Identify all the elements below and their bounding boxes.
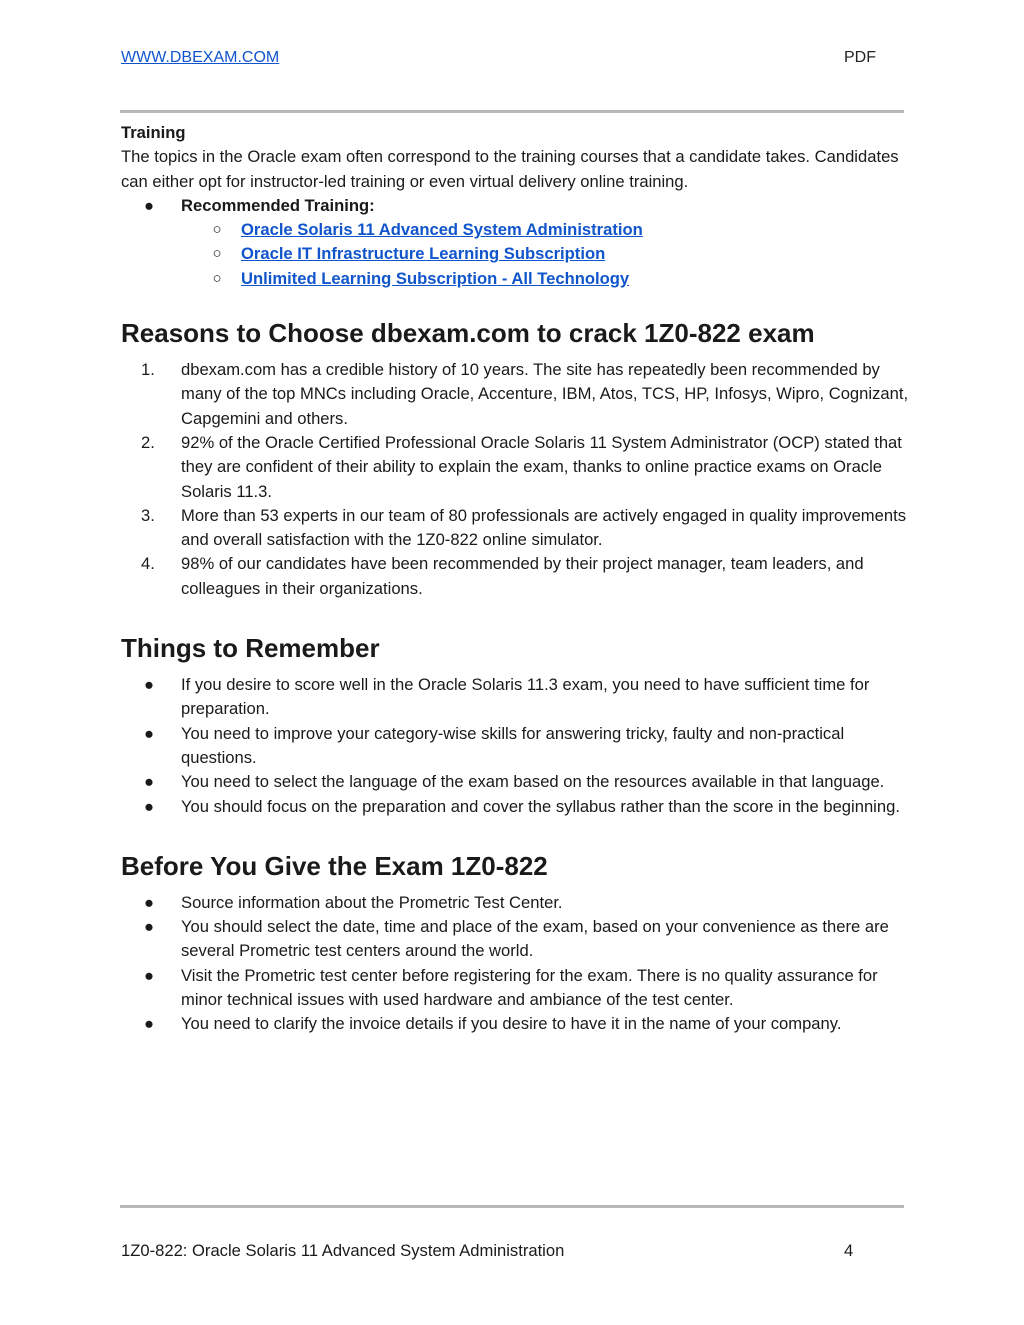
course-item xyxy=(121,218,911,242)
bullet-icon: ● xyxy=(143,675,155,695)
recommended-label: Recommended Training: xyxy=(181,195,375,215)
list-item xyxy=(121,194,911,218)
list-item xyxy=(121,770,911,794)
circle-bullet-icon: ○ xyxy=(212,221,222,239)
list-item-text: 98% of our candidates have been recommended by their project manager, team leaders, and colleagues in their organizations. xyxy=(181,554,864,598)
list-number: 2. xyxy=(141,432,155,452)
bullet-icon: ● xyxy=(143,892,155,912)
list-item-text: 92% of the Oracle Certified Professional Oracle Solaris 11 System Administrator (OCP) stated that they are confident of their ability to explain the exam, thanks to online practice exams on Oracle Solaris 11.3. xyxy=(181,432,902,501)
course-item xyxy=(121,242,911,266)
course-link[interactable]: Unlimited Learning Subscription - All Technology xyxy=(241,268,630,288)
page-number: 4 xyxy=(844,1241,854,1260)
before-heading: Before You Give the Exam 1Z0-822 xyxy=(121,850,548,881)
bullet-icon: ● xyxy=(143,917,155,937)
bullet-icon: ● xyxy=(143,965,155,985)
things-list xyxy=(121,673,911,819)
list-item-text: You should select the date, time and place of the exam, based on your convenience as there are several Prometric test centers around the world. xyxy=(181,917,889,961)
list-item xyxy=(121,431,911,504)
before-list xyxy=(121,891,911,1037)
list-item xyxy=(121,504,911,553)
list-item xyxy=(121,964,911,1013)
course-item xyxy=(121,267,911,291)
footer-divider xyxy=(120,1205,904,1208)
list-item-text: Visit the Prometric test center before registering for the exam. There is no quality assurance for minor technical issues with used hardware and ambiance of the test center. xyxy=(181,965,878,1010)
things-heading: Things to Remember xyxy=(121,633,380,664)
list-item xyxy=(121,722,911,771)
reasons-list xyxy=(121,358,911,601)
bullet-icon: ● xyxy=(143,772,155,792)
list-number: 4. xyxy=(141,554,155,574)
list-item-text: dbexam.com has a credible history of 10 years. The site has repeatedly been recommended by many of the top MNCs including Oracle, Accenture, IBM, Atos, TCS, HP, Infosys, Wipro, Cognizant, Capgemini and others. xyxy=(181,360,909,428)
header-divider xyxy=(120,110,904,113)
bullet-icon: ● xyxy=(143,723,155,743)
bullet-icon: ● xyxy=(143,195,155,215)
list-item xyxy=(121,552,911,601)
list-item xyxy=(121,915,911,964)
reasons-heading: Reasons to Choose dbexam.com to crack 1Z0-822 exam xyxy=(121,318,815,349)
site-link[interactable]: WWW.DBEXAM.COM xyxy=(121,49,280,66)
list-item xyxy=(121,673,911,722)
list-item xyxy=(121,795,911,819)
circle-bullet-icon: ○ xyxy=(212,269,222,287)
list-item-text: You need to clarify the invoice details if you desire to have it in the name of your company. xyxy=(181,1014,842,1034)
page-content xyxy=(121,121,911,1037)
training-heading: Training xyxy=(121,123,186,142)
list-item-text: Source information about the Prometric Test Center. xyxy=(181,892,563,912)
bullet-icon: ● xyxy=(143,1014,155,1034)
list-item-text: You should focus on the preparation and cover the syllabus rather than the score in the beginning. xyxy=(181,796,900,816)
list-item xyxy=(121,358,911,431)
list-item-text: You need to improve your category-wise skills for answering tricky, faulty and non-practical questions. xyxy=(181,723,845,767)
bullet-icon: ● xyxy=(143,796,155,816)
course-link[interactable]: Oracle Solaris 11 Advanced System Administration xyxy=(241,220,643,240)
list-item-text: You need to select the language of the exam based on the resources available in that language. xyxy=(181,772,885,792)
doc-type-label: PDF xyxy=(844,49,876,66)
list-item xyxy=(121,1012,911,1036)
footer-title: 1Z0-822: Oracle Solaris 11 Advanced System Administration xyxy=(121,1241,565,1260)
list-number: 1. xyxy=(141,360,155,380)
course-link[interactable]: Oracle IT Infrastructure Learning Subscription xyxy=(241,244,606,264)
list-item-text: More than 53 experts in our team of 80 professionals are actively engaged in quality improvements and overall satisfaction with the 1Z0-822 online simulator. xyxy=(181,505,906,550)
training-paragraph: The topics in the Oracle exam often correspond to the training courses that a candidate takes. Candidates can either opt for instructor-led training or even virtual delivery online training. xyxy=(121,147,899,191)
circle-bullet-icon: ○ xyxy=(212,245,222,263)
list-item xyxy=(121,891,911,915)
list-item-text: If you desire to score well in the Oracle Solaris 11.3 exam, you need to have sufficient time for preparation. xyxy=(181,675,870,719)
list-number: 3. xyxy=(141,505,155,525)
recommended-list xyxy=(121,194,911,291)
